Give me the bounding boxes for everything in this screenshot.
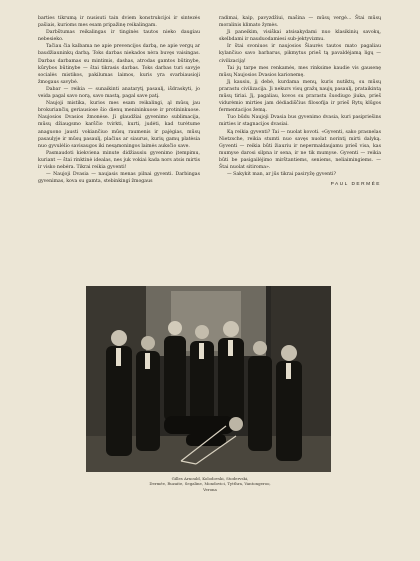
paragraph: Darbštumas reikalingas ir tinginės tautos nieko daugiau nebesieko.: [38, 30, 200, 43]
paragraph: — Naujoji Dvasia — naujasis menas pilnai gyventi. Darbingas gyvenimas, kova su gamta, stebinkingi žmogaus: [38, 172, 200, 185]
author-signature: PAUL DERMÉE: [330, 182, 381, 188]
paragraph: Naujoji mistika, kurios mes esam reikalingi, ąl mūsų jau brokuriančių geriausiose šio dienų menininkuose ir protininkuose. Naujosios Dvasios žmonėse. Ji glaudžiai gyvenimo sublimacija, mūsų džiaugsmo karščio tvirkti, kurti, judėti, kad turėtume anaguono jausti vokiančiuo mūsų raumenis ir pajėgias, mūsų pasaulyje ir mūsų pasaulį, plačius ar siaurus, kurių gamų platėsia nuo gyvulėlio savisaugos iki nesąmoningos laimės auksčio save.: [38, 101, 200, 149]
paragraph: Dabar — reikia — sunaikinti anatarytį pasaulį, išdraskyti, jo veida pagal savo norą, savo mastą, pagal save patį.: [38, 86, 200, 100]
paragraph: Jį kausiu, jį debė, kurdama menų, kuris nutiktų, su mūsų prarastu civilizacija. Ji nekurs visų gražų naujų pasaulį, prataikintą mūsų tiriai. Jį, pagaliau, kovos su prarastu šuodiugo jiuka, prieš vidurėmio mirties jam dėdiadiščius filosofija ir prieš Rytų klūgos fermentacijos žemą.: [219, 79, 381, 114]
group-photo-illustration: [86, 286, 331, 472]
caption-line: Dermée, Ruzaite, Segaline, Mondovici, Tytthra, Vantongeroo,: [149, 481, 271, 487]
paragraph: Tuo būdu Naujoji Dvasia bus gyvenimo dvasia, kuri pasipriešins mirties ir stagnacijos dvasiai.: [219, 115, 381, 128]
paragraph: barties tikrumą ir nusisuti tain dviem konstrukcijoi ir sintezės pašiais, kurioms mes esam pripažinę reikalingam.: [38, 16, 200, 29]
group-photo: [86, 286, 331, 472]
paragraph: Ir štai svoniuos ir naujosios Šiaurės tautos mato pagaliau kylančiuo savo barbarus, pikmytus prieš tą pavaldėjamą ligų — civilizaciją!: [219, 44, 381, 64]
caption-line: Verona: [203, 486, 217, 492]
paragraph: Tačiau čia kalbama ne apie prevencijos darbą, ne apie vergų ar baudžiauninkų darbą. Toks darbas niekados nėra buvęs vaisingas. Darbas darbamas su mintimis, dashas, atrodas gamtos būtinybe, kūrybos būtinybe — štai tikrasis darbas. Toks darbas turi savyje socialės mistikos, pakilumas laimos, kuris yra svarbiausioji žmogaus savybė.: [38, 44, 200, 85]
paragraph: — Sakykit man, ar jūs tikrai pasiryžę gyventi?: [227, 172, 337, 178]
caption-line: Gilles Arnould, Kolodovski, Stodervski,: [171, 476, 249, 481]
paragraph: Pasmaudoti kiekviena minute didžiausiu gyvenimo įtempimu, kuriant — štai rinktinė idealas, nes juk vokiai kada nors atsis mirtis ir visko nebėra. Tikrai reikia gyventi!: [38, 150, 200, 170]
paragraph: Ji paneikim, visiškai atsisakydami nuo klasikinių savokų, skelbdami ir nauduodamiesi sub-jektyvizmu.: [219, 30, 381, 43]
right-text-column: [219, 15, 381, 188]
left-text-column: [38, 15, 200, 185]
paragraph: Tai jų tarpe mes renkamės, mes rinksime kaudie vis gausenę mūsų Naujosios Dvasios karionemę.: [219, 65, 381, 78]
paragraph: Ką reikia gyventi? Tai — nuolat kovoti. «Gyventi, sako prasnelas Nietzsche, reikia stumti nuo savęs nuolat norintį mirti dalyką. Gyventi — reikia būti žiauriu ir nepermaldaujamu prieš visa, kas mumyse darosi silpna ir sena, ir ne tik mumyse. Gyventi — reikia būti be pasigailėjimo mirštantiems, seniems, neliaimingiems. — Štai nuolat sitiroma».: [219, 129, 381, 170]
paragraph: radimai, kaip, pavyzdžiui, mašina — mūsų vergė... Štai mūsų moralinis klimato žymės.: [219, 16, 381, 29]
photo-caption: [110, 476, 310, 492]
